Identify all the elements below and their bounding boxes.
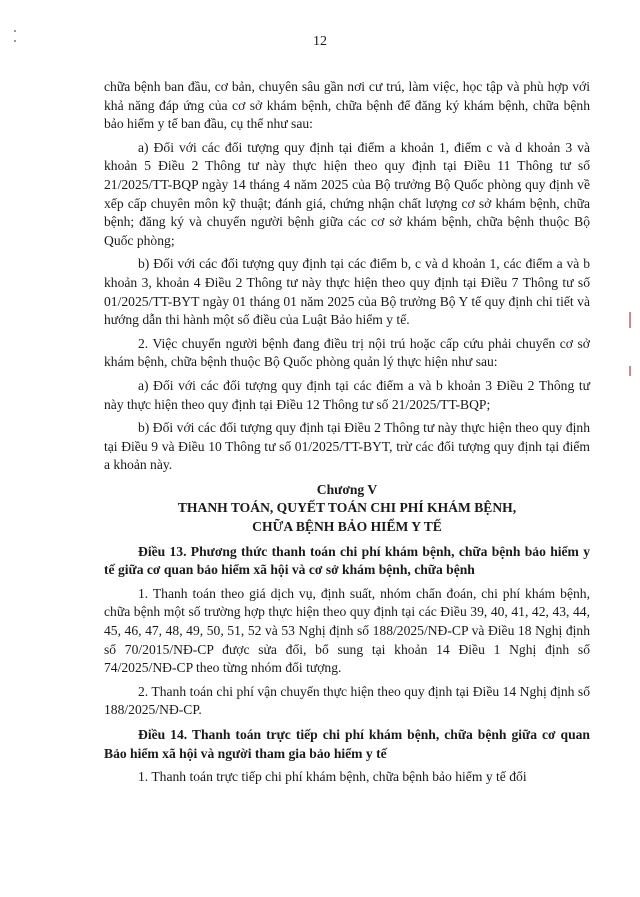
- paragraph: a) Đối với các đối tượng quy định tại điểm a khoản 1, điểm c và d khoản 3 và khoản 5 Điều 2 Thông tư này thực hiện theo quy định tại Điều 11 Thông tư số 21/2025/TT-BQP ngày 14 tháng 4 năm 2025 của Bộ trưởng Bộ Quốc phòng quy định về xếp cấp chuyên môn kỹ thuật; đánh giá, chứng nhận chất lượng cơ sở khám bệnh, chữa bệnh; đăng ký và chuyển người bệnh giữa các cơ sở khám bệnh, chữa bệnh thuộc Bộ Quốc phòng;: [104, 139, 590, 248]
- article-14-title: Điều 14. Thanh toán trực tiếp chi phí khám bệnh, chữa bệnh giữa cơ quan Bảo hiểm xã hội và người tham gia bảo hiểm y tế: [104, 727, 590, 761]
- paragraph: b) Đối với các đối tượng quy định tại các điểm b, c và d khoản 1, các điểm a và b khoản 3, khoản 4 Điều 2 Thông tư này thực hiện theo quy định tại Điều 7 Thông tư số 01/2025/TT-BYT ngày 01 tháng 01 năm 2025 của Bộ trưởng Bộ Y tế quy định chi tiết và hướng dẫn thi hành một số điều của Luật Bảo hiểm y tế.: [104, 256, 590, 328]
- article-13-paragraph-2: 2. Thanh toán chi phí vận chuyển thực hiện theo quy định tại Điều 14 Nghị định số 188/2025/NĐ-CP.: [104, 683, 590, 718]
- scan-speck: [14, 30, 16, 32]
- chapter-title-line-2: CHỮA BỆNH BẢO HIỂM Y TẾ: [252, 519, 442, 535]
- scan-edge-mark: [629, 312, 631, 328]
- article-13-title: Điều 13. Phương thức thanh toán chi phí khám bệnh, chữa bệnh bảo hiểm y tế giữa cơ quan bảo hiểm xã hội và cơ sở khám bệnh, chữa bệnh: [104, 543, 590, 578]
- chapter-label: Chương V: [316, 481, 378, 497]
- document-body: [104, 78, 590, 792]
- scan-edge-mark: [629, 366, 631, 376]
- paragraph: a) Đối với các đối tượng quy định tại các điểm a và b khoản 3 Điều 2 Thông tư này thực hiện theo quy định tại Điều 12 Thông tư số 21/2025/TT-BQP;: [104, 377, 590, 412]
- paragraph: 2. Việc chuyển người bệnh đang điều trị nội trú hoặc cấp cứu phải chuyển cơ sở khám bệnh, chữa bệnh thuộc Bộ Quốc phòng quản lý thực hiện như sau:: [104, 335, 590, 370]
- article-13-paragraph-1: 1. Thanh toán theo giá dịch vụ, định suất, nhóm chẩn đoán, chi phí khám bệnh, chữa bệnh một số trường hợp thực hiện theo quy định tại các Điều 39, 40, 41, 42, 43, 44, 45, 46, 47, 48, 49, 50, 51, 52 và 53 Nghị định số 188/2025/NĐ-CP và Điều 18 Nghị định số 70/2015/NĐ-CP được sửa đổi, bổ sung tại khoản 14 Điều 1 Nghị định số 74/2025/NĐ-CP theo từng nhóm đối tượng.: [104, 585, 590, 676]
- paragraph: b) Đối với các đối tượng quy định tại Điều 2 Thông tư này thực hiện theo quy định tại Điều 9 và Điều 10 Thông tư số 01/2025/TT-BYT, trừ các đối tượng quy định tại điểm a khoản này.: [104, 420, 590, 473]
- page-number: 12: [313, 34, 327, 49]
- chapter-title-line-1: THANH TOÁN, QUYẾT TOÁN CHI PHÍ KHÁM BỆNH,: [177, 500, 517, 516]
- paragraph: chữa bệnh ban đầu, cơ bản, chuyên sâu gần nơi cư trú, làm việc, học tập và phù hợp với khả năng đáp ứng của cơ sở khám bệnh, chữa bệnh để đăng ký khám bệnh, chữa bệnh bảo hiểm y tế ban đầu, cụ thể như sau:: [104, 79, 590, 132]
- article-14-paragraph-1: 1. Thanh toán trực tiếp chi phí khám bệnh, chữa bệnh bảo hiểm y tế đối: [138, 769, 527, 785]
